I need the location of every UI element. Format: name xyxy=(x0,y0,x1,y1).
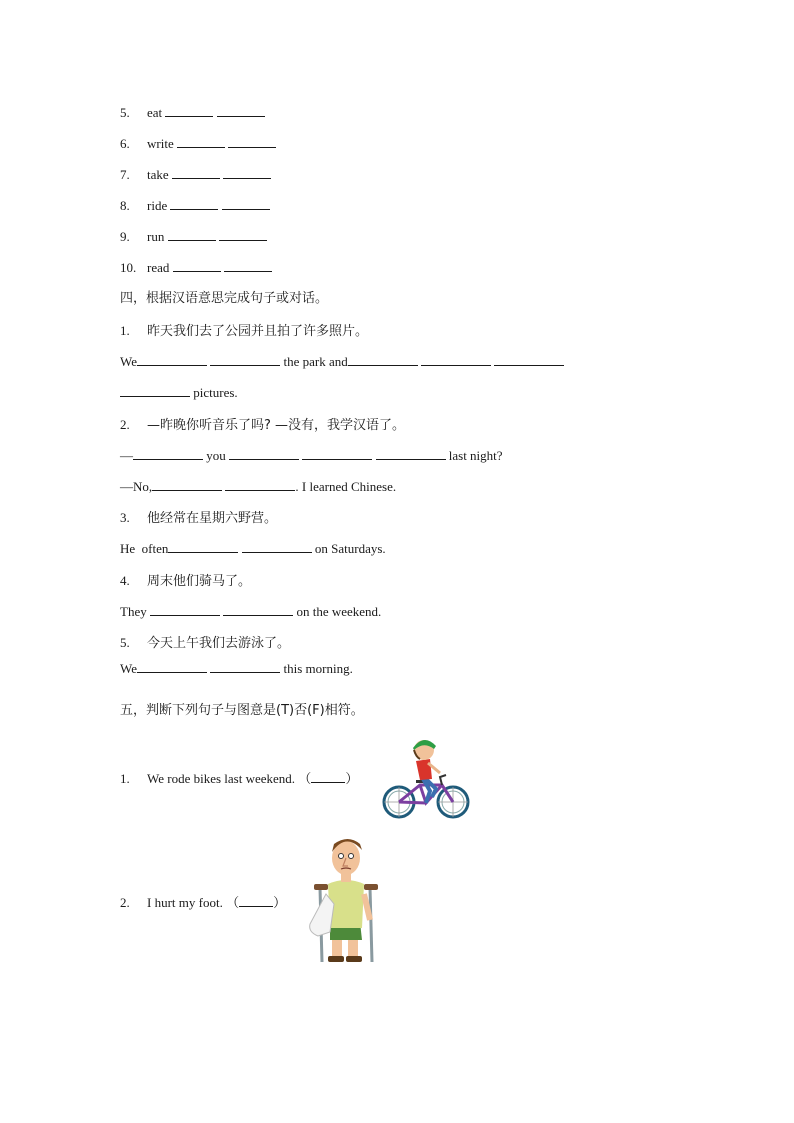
answer-blank[interactable] xyxy=(170,198,218,210)
sentence-text: — xyxy=(120,448,133,463)
item-word: take xyxy=(147,167,169,182)
s4-q5-prompt xyxy=(120,635,290,652)
answer-blank[interactable] xyxy=(168,541,238,553)
word-item-eat xyxy=(120,105,265,121)
sentence-text: They xyxy=(120,604,150,619)
s5-item-2 xyxy=(120,895,286,911)
answer-blank[interactable] xyxy=(302,448,372,460)
answer-blank[interactable] xyxy=(172,167,220,179)
item-word: eat xyxy=(147,105,163,120)
chinese-prompt: 他经常在星期六野营。 xyxy=(147,511,278,526)
s4-q5-line xyxy=(120,661,353,677)
statement-text: We rode bikes last weekend. xyxy=(147,771,296,786)
word-item-take xyxy=(120,167,271,183)
answer-blank[interactable] xyxy=(228,136,276,148)
question-number: 3. xyxy=(120,510,130,525)
answer-blank[interactable] xyxy=(217,105,265,117)
answer-blank[interactable] xyxy=(376,448,446,460)
answer-blank[interactable] xyxy=(224,260,272,272)
section5-heading: 五，判断下列句子与图意是(T)否(F)相符。 xyxy=(120,703,364,718)
item-word: ride xyxy=(147,198,168,213)
item-number: 10. xyxy=(120,260,137,275)
answer-blank[interactable] xyxy=(152,479,222,491)
item-number: 7. xyxy=(120,167,130,182)
answer-blank[interactable] xyxy=(210,661,280,673)
answer-blank[interactable] xyxy=(348,354,418,366)
paren-close: ） xyxy=(273,895,287,910)
answer-blank[interactable] xyxy=(168,229,216,241)
answer-blank[interactable] xyxy=(239,895,273,907)
answer-blank[interactable] xyxy=(165,105,213,117)
sentence-text: We xyxy=(120,661,137,676)
s4-q4-prompt xyxy=(120,573,251,590)
answer-blank[interactable] xyxy=(421,354,491,366)
man-with-crutches-picture xyxy=(300,832,384,968)
paren-open: （ xyxy=(298,771,312,786)
answer-blank[interactable] xyxy=(225,479,295,491)
s4-q2-line1 xyxy=(120,448,503,464)
item-number: 9. xyxy=(120,229,130,244)
answer-blank[interactable] xyxy=(219,229,267,241)
chinese-prompt: 周末他们骑马了。 xyxy=(147,574,252,589)
answer-blank[interactable] xyxy=(137,661,207,673)
word-item-ride xyxy=(120,198,270,214)
item-number: 8. xyxy=(120,198,130,213)
question-number: 5. xyxy=(120,635,130,650)
chinese-prompt: 今天上午我们去游泳了。 xyxy=(147,636,291,651)
sentence-text: you xyxy=(203,448,229,463)
question-number: 1. xyxy=(120,323,130,338)
answer-blank[interactable] xyxy=(133,448,203,460)
item-number: 5. xyxy=(120,105,130,120)
statement-text: I hurt my foot. xyxy=(147,895,223,910)
s4-q4-line xyxy=(120,604,381,620)
s5-item-1 xyxy=(120,771,358,787)
sentence-text: We xyxy=(120,354,137,369)
answer-blank[interactable] xyxy=(494,354,564,366)
item-number: 6. xyxy=(120,136,130,151)
sentence-text: this morning. xyxy=(280,661,353,676)
s4-q1-line1 xyxy=(120,354,564,370)
question-number: 2. xyxy=(120,417,130,432)
sentence-text: the park and xyxy=(280,354,348,369)
answer-blank[interactable] xyxy=(210,354,280,366)
word-item-run xyxy=(120,229,267,245)
boy-riding-bike-picture xyxy=(380,733,474,823)
sentence-text: pictures. xyxy=(190,385,238,400)
item-word: read xyxy=(147,260,170,275)
answer-blank[interactable] xyxy=(223,167,271,179)
chinese-prompt: 昨天我们去了公园并且拍了许多照片。 xyxy=(147,324,369,339)
chinese-prompt: —昨晚你听音乐了吗? —没有，我学汉语了。 xyxy=(147,418,406,433)
answer-blank[interactable] xyxy=(223,604,293,616)
answer-blank[interactable] xyxy=(177,136,225,148)
answer-blank[interactable] xyxy=(137,354,207,366)
s4-q1-prompt xyxy=(120,323,368,340)
s4-q3-line xyxy=(120,541,386,557)
answer-blank[interactable] xyxy=(311,771,345,783)
sentence-text: —No, xyxy=(120,479,153,494)
paren-close: ） xyxy=(345,771,359,786)
paren-open: （ xyxy=(226,895,240,910)
sentence-text: . I learned Chinese. xyxy=(295,479,397,494)
s4-q2-line2 xyxy=(120,479,396,495)
s4-q1-line2 xyxy=(120,385,238,401)
question-number: 2. xyxy=(120,895,130,910)
sentence-text: last night? xyxy=(445,448,503,463)
answer-blank[interactable] xyxy=(120,385,190,397)
answer-blank[interactable] xyxy=(222,198,270,210)
answer-blank[interactable] xyxy=(242,541,312,553)
section4-heading: 四，根据汉语意思完成句子或对话。 xyxy=(120,291,329,306)
answer-blank[interactable] xyxy=(229,448,299,460)
answer-blank[interactable] xyxy=(150,604,220,616)
s4-q2-prompt xyxy=(120,417,405,434)
question-number: 4. xyxy=(120,573,130,588)
answer-blank[interactable] xyxy=(173,260,221,272)
word-item-write xyxy=(120,136,276,152)
sentence-text: on Saturdays. xyxy=(311,541,386,556)
word-item-read xyxy=(120,260,272,276)
s4-q3-prompt xyxy=(120,510,277,527)
question-number: 1. xyxy=(120,771,130,786)
item-word: run xyxy=(147,229,165,244)
sentence-text: He often xyxy=(120,541,169,556)
sentence-text: on the weekend. xyxy=(293,604,382,619)
item-word: write xyxy=(147,136,174,151)
